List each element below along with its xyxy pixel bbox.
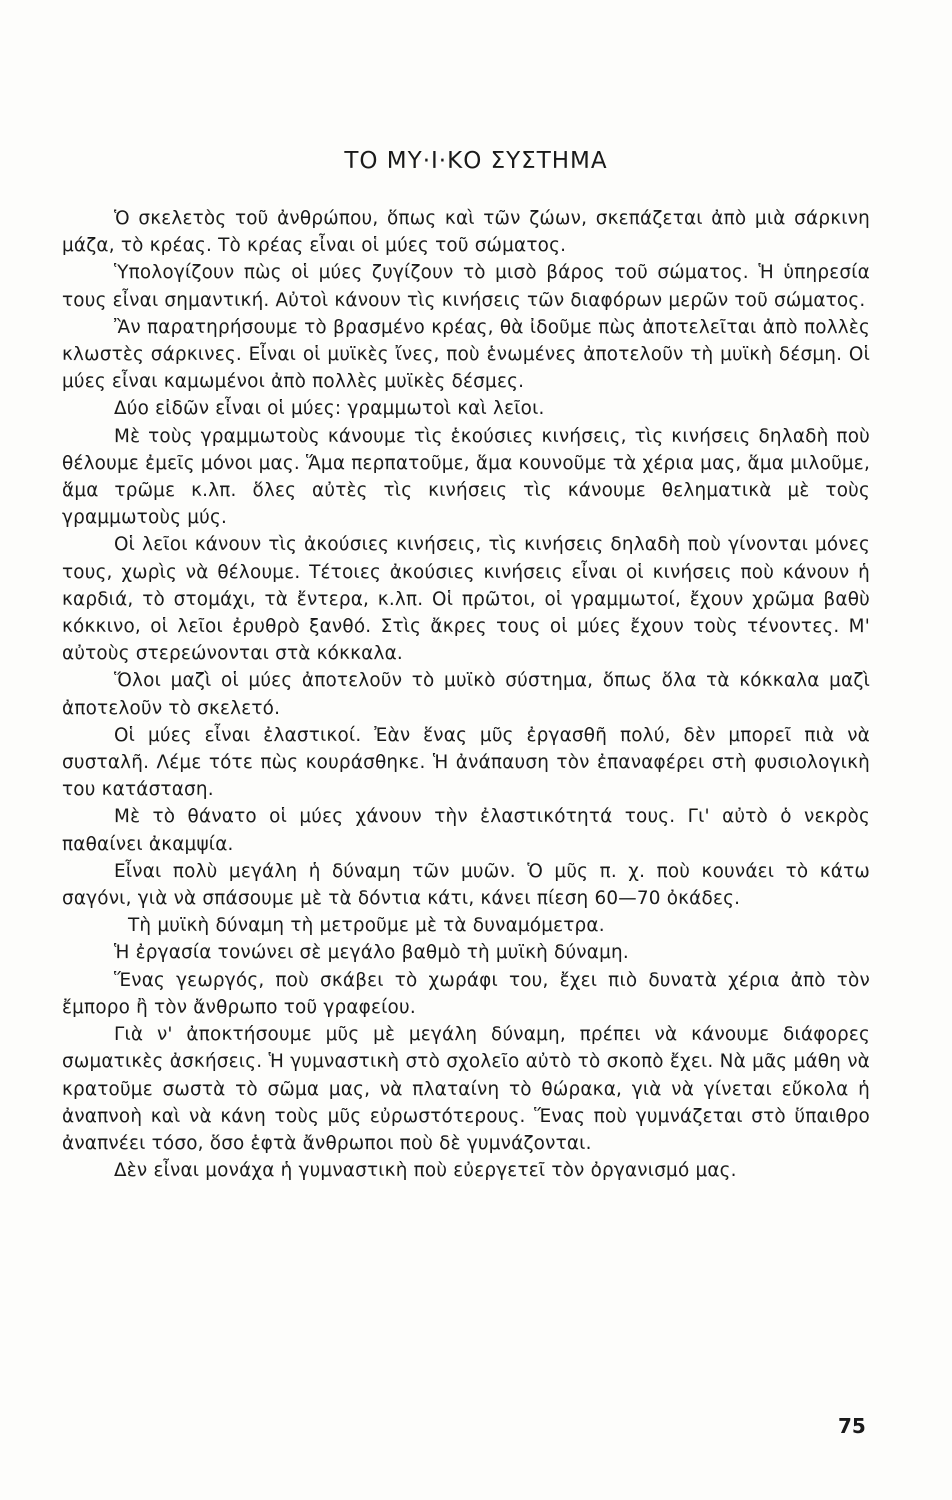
paragraph: Ὅλοι μαζὶ οἱ μύες ἀποτελοῦν τὸ μυϊκὸ σύστημα, ὅπως ὅλα τὰ κόκκαλα μαζὶ ἀποτελοῦν τὸ σκελετό. xyxy=(62,670,870,719)
paragraph: Εἶναι πολὺ μεγάλη ἡ δύναμη τῶν μυῶν. Ὁ μῦς π. χ. ποὺ κουνάει τὸ κάτω σαγόνι, γιὰ νὰ σπάσουμε μὲ τὰ δόντια κάτι, κάνει πίεση 60—70 ὀκάδες. xyxy=(62,860,870,910)
body-text xyxy=(62,205,870,1184)
paragraph: Ὑπολογίζουν πὼς οἱ μύες ζυγίζουν τὸ μισὸ βάρος τοῦ σώματος. Ἡ ὑπηρεσία τους εἶναι σημαντική. Αὐτοὶ κάνουν τὶς κινήσεις τῶν διαφόρων μερῶν τοῦ σώματος. xyxy=(62,262,870,311)
paragraph: Οἱ μύες εἶναι ἐλαστικοί. Ἐὰν ἕνας μῦς ἐργασθῆ πολύ, δὲν μπορεῖ πιὰ νὰ συσταλῆ. Λέμε τότε πὼς κουράσθηκε. Ἡ ἀνάπαυση τὸν ἐπαναφέρει στὴ φυσιολογικὴ του κατάσταση. xyxy=(62,724,870,801)
page-title: ΤΟ ΜΥ·Ι·ΚΟ ΣΥΣΤΗΜΑ xyxy=(344,148,608,174)
paragraph: Οἱ λεῖοι κάνουν τὶς ἀκούσιες κινήσεις, τὶς κινήσεις δηλαδὴ ποὺ γίνονται μόνες τους, χωρὶς νὰ θέλουμε. Τέτοιες ἀκούσιες κινήσεις εἶναι οἱ κινήσεις ποὺ κάνουν ἡ καρδιά, τὸ στομάχι, τὰ ἔντερα, κ.λπ. Οἱ πρῶτοι, οἱ γραμμωτοί, ἔχουν χρῶμα βαθὺ κόκκινο, οἱ λεῖοι ἐρυθρὸ ξανθό. Στὶς ἄκρες τους οἱ μύες ἔχουν τοὺς τένοντες. Μ' αὐτοὺς στερεώνονται στὰ κόκκαλα. xyxy=(62,534,870,665)
paragraph: Ὁ σκελετὸς τοῦ ἀνθρώπου, ὅπως καὶ τῶν ζώων, σκεπάζεται ἀπὸ μιὰ σάρκινη μάζα, τὸ κρέας. Τὸ κρέας εἶναι οἱ μύες τοῦ σώματος. xyxy=(62,208,870,257)
paragraph: Ἕνας γεωργός, ποὺ σκάβει τὸ χωράφι του, ἔχει πιὸ δυνατὰ χέρια ἀπὸ τὸν ἔμπορο ἢ τὸν ἄνθρωπο τοῦ γραφείου. xyxy=(62,969,870,1018)
paragraph: Δὲν εἶναι μονάχα ἡ γυμναστικὴ ποὺ εὐεργετεῖ τὸν ὀργανισμό μας. xyxy=(114,1160,737,1182)
paragraph: Ἂν παρατηρήσουμε τὸ βρασμένο κρέας, θὰ ἰδοῦμε πὼς ἀποτελεῖται ἀπὸ πολλὲς κλωστὲς σάρκινες. Εἶναι οἱ μυϊκὲς ἴνες, ποὺ ἑνωμένες ἀποτελοῦν τὴ μυϊκὴ δέσμη. Οἱ μύες εἶναι καμωμένοι ἀπὸ πολλὲς μυϊκὲς δέσμες. xyxy=(62,316,870,393)
paragraph: Γιὰ ν' ἀποκτήσουμε μῦς μὲ μεγάλη δύναμη, πρέπει νὰ κάνουμε διάφορες σωματικὲς ἀσκήσεις. Ἡ γυμναστικὴ στὸ σχολεῖο αὐτὸ τὸ σκοπὸ ἔχει. Νὰ μᾶς μάθη νὰ κρατοῦμε σωστὰ τὸ σῶμα μας, νὰ πλαταίνη τὸ θώρακα, γιὰ νὰ γίνεται εὔκολα ἡ ἀναπνοὴ καὶ νὰ κάνη τοὺς μῦς εὐρωστότερους. Ἕνας ποὺ γυμνάζεται στὸ ὕπαιθρο ἀναπνέει τόσο, ὅσο ἑφτὰ ἄνθρωποι ποὺ δὲ γυμνάζονται. xyxy=(62,1024,870,1154)
paragraph: Τὴ μυϊκὴ δύναμη τὴ μετροῦμε μὲ τὰ δυναμόμετρα. xyxy=(128,915,605,937)
paragraph: Μὲ τοὺς γραμμωτοὺς κάνουμε τὶς ἑκούσιες κινήσεις, τὶς κινήσεις δηλαδὴ ποὺ θέλουμε ἐμεῖς μόνοι μας. Ἅμα περπατοῦμε, ἅμα κουνοῦμε τὰ χέρια μας, ἅμα μιλοῦμε, ἅμα τρῶμε κ.λπ. ὅλες αὐτὲς τὶς κινήσεις τὶς κάνουμε θεληματικὰ μὲ τοὺς γραμμωτοὺς μύς. xyxy=(62,425,870,529)
paragraph: Δύο εἰδῶν εἶναι οἱ μύες: γραμμωτοὶ καὶ λεῖοι. xyxy=(114,398,545,420)
paragraph: Μὲ τὸ θάνατο οἱ μύες χάνουν τὴν ἐλαστικότητά τους. Γι' αὐτὸ ὁ νεκρὸς παθαίνει ἀκαμψία. xyxy=(62,806,870,855)
paragraph: Ἡ ἐργασία τονώνει σὲ μεγάλο βαθμὸ τὴ μυϊκὴ δύναμη. xyxy=(114,942,629,964)
page-number: 75 xyxy=(838,1414,866,1438)
